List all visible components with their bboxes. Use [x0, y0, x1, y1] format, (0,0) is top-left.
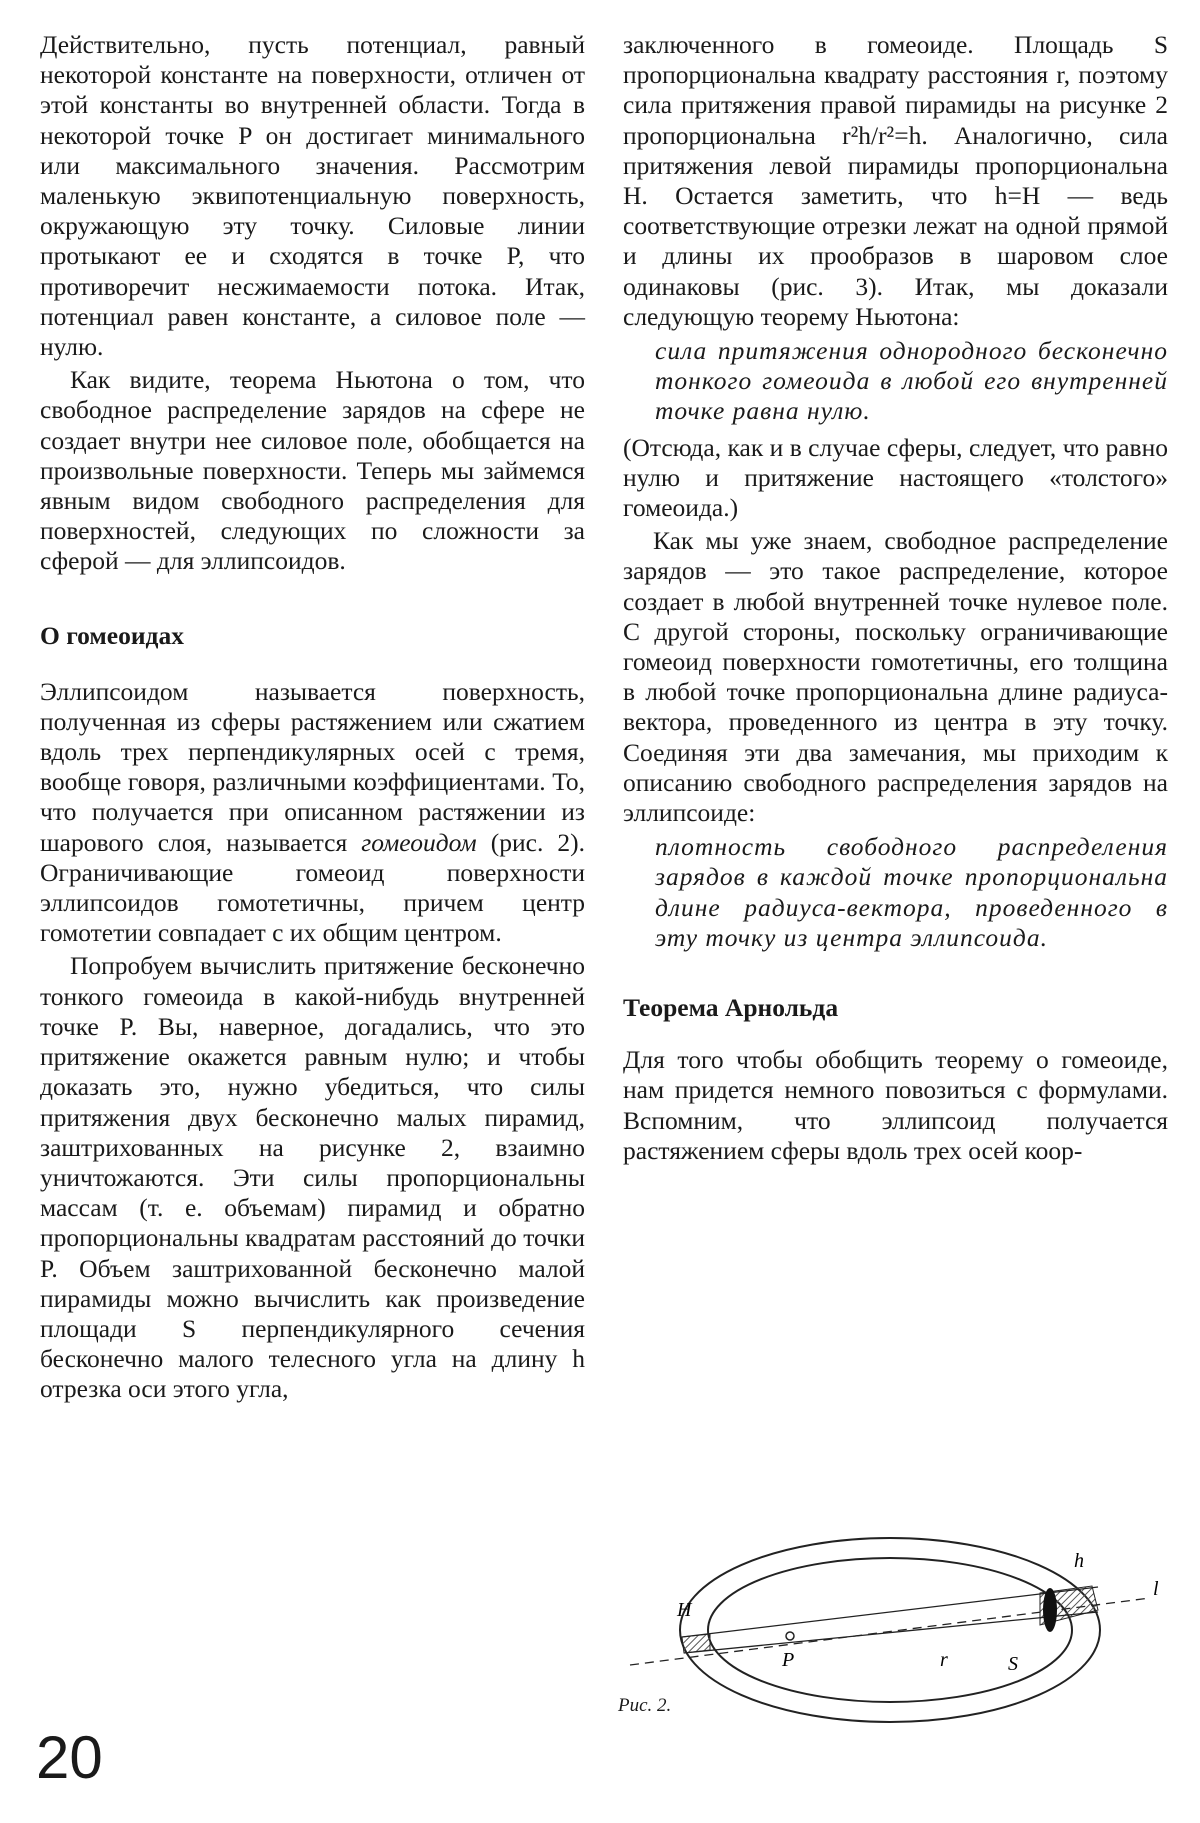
paragraph [40, 677, 585, 949]
text-run: (рис. 2). Ограничивающие гомеоид поверхности эллипсоидов гомотетичны, причем центр гомотетии совпадает с их общим центром. [40, 827, 585, 948]
point-P [786, 1632, 794, 1640]
paragraph: Для того чтобы обобщить теорему о гомеоиде, нам придется немного повозиться с формулами. Вспомним, что эллипсоид получается растяжением сферы вдоль трех осей коор- [623, 1045, 1168, 1165]
inner-ellipsoid [708, 1558, 1072, 1702]
paragraph: заключенного в гомеоиде. Площадь S пропорциональна квадрату расстояния r, поэтому сила притяжения правой пирамиды на рисунке 2 пропорциональна r²h/r²=h. Аналогично, сила притяжения левой пирамиды пропорциональна H. Остается заметить, что h=H — ведь соответствующие отрезки лежат на одной прямой и длины их прообразов в шаровом слое одинаковы (рис. 3). Итак, мы доказали следующую теорему Ньютона: [623, 30, 1168, 331]
paragraph: Как мы уже знаем, свободное распределение зарядов — это такое распределение, которое создает в любой внутренней точке нулевое поле. С другой стороны, поскольку ограничивающие гомеоид поверхности гомотетичны, его толщина в любой точке пропорциональна длине радиуса-вектора, проведенного из центра в эту точку. Соединяя эти два замечания, мы приходим к описанию свободного распределения зарядов на эллипсоиде: [623, 526, 1168, 828]
label-r: r [940, 1649, 948, 1671]
paragraph: Попробуем вычислить притяжение бесконечно тонкого гомеоида в какой-нибудь внутренней точке P. Вы, наверное, догадались, что это притяжение окажется равным нулю; и чтобы доказать это, нужно убедиться, что силы притяжения двух бесконечно малых пирамид, заштрихованных на рисунке 2, взаимно уничтожаются. Эти силы пропорциональны массам (т. е. объемам) пирамид и обратно пропорциональны квадратам расстояний до точки P. Объем заштрихованной бесконечно малой пирамиды можно вычислить как произведение площади S перпендикулярного сечения бесконечно малого телесного угла на длину h отрезка оси этого угла, [40, 951, 585, 1404]
label-H: H [677, 1599, 692, 1621]
label-S: S [1008, 1653, 1018, 1675]
page-number: 20 [36, 1724, 103, 1791]
section-heading: О гомеоидах [40, 620, 184, 650]
label-P: P [782, 1649, 795, 1671]
label-h: h [1074, 1550, 1084, 1572]
paragraph: Действительно, пусть потенциал, равный некоторой константе на поверхности, отличен от этой константы во внутренней области. Тогда в некоторой точке P он достигает минимального или максимального значения. Рассмотрим маленькую эквипотенциальную поверхность, окружающую эту точку. Силовые линии протыкают ее и сходятся в точке P, что противоречит несжимаемости потока. Итак, потенциал равен константе, а силовое поле — нулю. [40, 30, 585, 362]
theorem-statement: плотность свободного распределения зарядов в каждой точке пропорциональна длине радиуса-вектора, проведенного в эту точку из центра эллипсоида. [655, 832, 1168, 952]
ray-lower [684, 1612, 1098, 1653]
label-l: l [1153, 1578, 1159, 1600]
term-homeoid: гомеоидом [361, 827, 477, 857]
section-heading: Теорема Арнольда [623, 993, 839, 1023]
theorem-statement: сила притяжения однородного бесконечно тонкого гомеоида в любой его внутренней точке равна нулю. [655, 336, 1168, 426]
right-column [623, 30, 1168, 1166]
paragraph: Как видите, теорема Ньютона о том, что свободное распределение зарядов на сфере не создает внутри нее силовое поле, обобщается на произвольные поверхности. Теперь мы займемся явным видом свободного распределения для поверхностей, следующих по сложности за сферой — для эллипсоидов. [40, 365, 585, 576]
figure-caption: Рис. 2. [618, 1695, 672, 1716]
ray-upper [682, 1587, 1098, 1637]
left-column [40, 30, 585, 1405]
figure-homeoid-diagram [610, 1440, 1170, 1730]
text-run: Эллипсоидом называется поверхность, полученная из сферы растяжением или сжатием вдоль трех перпендикулярных осей с тремя, вообще говоря, различными коэффициентами. То, что получается при описанном растяжении из шарового слоя, называется [40, 676, 585, 857]
section-S [1043, 1588, 1057, 1632]
paragraph: (Отсюда, как и в случае сферы, следует, что равно нулю и притяжение настоящего «толстого» гомеоида.) [623, 432, 1168, 523]
